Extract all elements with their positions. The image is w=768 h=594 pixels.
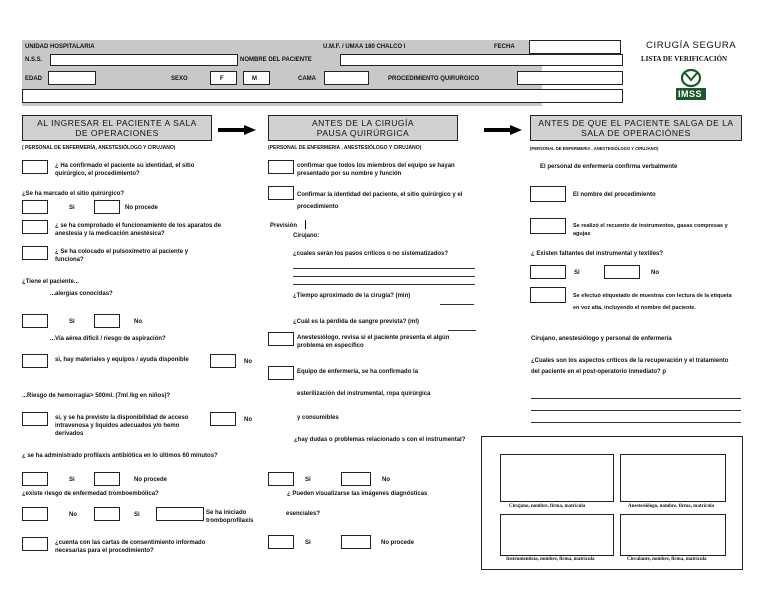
c2-q7c-text: y consumibles (297, 415, 339, 421)
text-cursor (305, 220, 306, 229)
c2-q7b-text: esterilización del instrumental, ropa quirúrgica (297, 391, 431, 397)
section-pausa-title2: PAUSA QUIRÚRGICA (316, 128, 410, 138)
c1-q7-text: ...Riesgo de hemorragia> 500ml. (7ml /kg en niños)? (22, 393, 171, 399)
nombre-label: NOMBRE DEL PACIENTE (240, 57, 312, 63)
c3-q7-line (531, 410, 741, 411)
signature-instrumentista-field[interactable] (500, 514, 614, 556)
section-ingreso-sub: ( PERSONAL DE ENFERMERÍA, ANESTESIÓLOGO Y CIRUJANO) (22, 145, 176, 151)
c1-q5-no-checkbox[interactable] (94, 314, 120, 328)
signature-instrumentista-label: Instrumentista, nombre, firma, matrícula (506, 557, 595, 562)
section-salida-sub: (PERSONAL DE ENFERMERIA , ANESTESIÓLOGO Y CIRUJANO) (530, 146, 659, 151)
section-ingreso-title1: AL INGRESAR EL PACIENTE A SALA (37, 118, 197, 128)
section-salida-header (530, 115, 742, 141)
sexo-f-checkbox[interactable] (210, 71, 237, 85)
c3-q7-line (531, 422, 741, 423)
c2-q1-text: confirmar que todos los miembros del equipo se hayan presentado por su nombre y función (297, 163, 455, 177)
procedimiento-detail-field[interactable] (22, 89, 623, 103)
c2-q9-np-checkbox[interactable] (341, 535, 371, 549)
c2-q3-text: ¿cuales serán los pasos críticos o no sistematizados? (293, 251, 449, 257)
c2-q8-si-checkbox[interactable] (268, 472, 294, 486)
c2-q9b-text: esenciales? (286, 511, 321, 517)
c3-q5-checkbox[interactable] (530, 287, 566, 303)
section-pausa-title1: ANTES DE LA CIRUGÍA (311, 118, 415, 128)
c1-q6a-text: si, hay materiales y equipos / ayuda disponible (55, 357, 189, 363)
sexo-f-label: F (220, 76, 224, 82)
c1-q5-no-label: No (134, 319, 142, 325)
c1-q1-text: ¿ Ha confirmado el paciente su identidad, el sitio quirúrgico, el procedimiento? (55, 163, 195, 177)
c1-q3-checkbox[interactable] (22, 220, 48, 234)
arrow-right-icon (484, 125, 522, 135)
signature-circulante-field[interactable] (620, 514, 726, 556)
c1-q8-si-label: Si (69, 477, 75, 483)
nombre-field[interactable] (340, 54, 623, 66)
c3-q4-si-checkbox[interactable] (530, 265, 566, 279)
umf-label: U.M.F. / UMAA 180 CHALCO I (323, 44, 406, 50)
c1-q8-np-label: No procede (134, 477, 168, 483)
signature-anestesiologo-field[interactable] (620, 454, 726, 502)
c1-q10-text: ¿cuenta con las cartas de consentimiento informado necesarias para el procedimiento? (55, 540, 206, 554)
c1-q5-text: ¿Tiene el paciente... (22, 279, 79, 285)
c1-q9-tromb-checkbox[interactable] (156, 507, 204, 521)
c3-q2-text: El nombre del procedimiento (573, 192, 656, 198)
c3-q1-text: El personal de enfermería confirma verbalmente (540, 164, 678, 170)
c2-cirujano-label: Cirujano: (293, 233, 320, 239)
c1-q8-np-checkbox[interactable] (94, 472, 120, 486)
c2-q3-line (293, 284, 475, 285)
sexo-label: SEXO (171, 76, 188, 82)
fecha-field[interactable] (529, 40, 621, 54)
c1-q4-text: ¿ Se ha colocado el pulsoxímetro al paciente y funciona? (55, 249, 189, 263)
form-subtitle: LISTA DE VERIFICACIÓN (641, 55, 728, 63)
form-title: CIRUGÍA SEGURA (646, 40, 737, 51)
c3-q5-text: Se efectuó etiquetado de muestras con lectura de la etiqueta en voz alta, incluyendo el nombre del paciente. (573, 293, 732, 311)
sexo-m-checkbox[interactable] (243, 71, 270, 85)
c1-q9-no-label: No (69, 512, 77, 518)
c2-q8-no-checkbox[interactable] (341, 472, 371, 486)
c2-q8-no-label: No (382, 477, 390, 483)
cama-label: CAMA (298, 76, 316, 82)
c3-q7-text: ¿Cuales son los aspectos críticos de la recuperación y el tratamiento del paciente en el post-operatorio inmediato? p (531, 358, 729, 375)
c3-q4-si-label: Si (574, 270, 580, 276)
c1-q6-si-checkbox[interactable] (22, 354, 48, 368)
c1-q7-no-checkbox[interactable] (210, 412, 236, 426)
c3-q6-text: Cirujano, anestesiólogo y personal de enfermería (531, 336, 672, 342)
c2-q5-line (448, 330, 476, 331)
c2-q6-checkbox[interactable] (268, 332, 294, 346)
c2-q9-np-label: No procede (381, 540, 415, 546)
imss-logo-text: IMSS (678, 89, 703, 99)
c2-q4-text: ¿Tiempo aproximado de la cirugía? (min) (293, 293, 411, 299)
section-salida-title1: ANTES DE QUE EL PACIENTE SALGA DE LA (538, 118, 734, 128)
c2-q3-line (293, 268, 475, 269)
c3-q4-text: ¿ Existen faltantes del instrumental y textiles? (531, 251, 664, 257)
c1-q9-no-checkbox[interactable] (22, 507, 48, 521)
c2-q8-text: ¿hay dudas o problemas relacionado s con el instrumental? (294, 437, 466, 443)
c1-q9-si-label: Si (134, 512, 140, 518)
section-pausa-sub: (PERSONAL DE ENFERMERIA , ANESTESIÓLOGO Y CIRUJANO) (268, 145, 422, 151)
c1-q2-text: ¿Se ha marcado el sitio quirúrgico? (22, 191, 125, 197)
c1-q2-si-label: Si (69, 205, 75, 211)
imss-logo (674, 67, 708, 101)
c2-q2-checkbox[interactable] (268, 186, 294, 200)
c2-q1-checkbox[interactable] (268, 160, 294, 174)
fecha-label: FECHA (494, 44, 515, 50)
edad-field[interactable] (48, 71, 96, 85)
edad-label: EDAD (25, 76, 43, 82)
c1-q1-checkbox[interactable] (22, 160, 48, 174)
c2-q7-checkbox[interactable] (268, 366, 294, 380)
section-pausa-header (268, 115, 458, 141)
c2-q6-text: Anestesiólogo, revisa si el paciente presenta el algún problema en específico (297, 335, 450, 349)
c1-q7a-text: si, y se ha previsto la disponibilidad de acceso intravenosa y liquidos adecuados y/o hemo derivados (55, 415, 189, 437)
section-ingreso-title2: DE OPERACIONES (75, 128, 159, 138)
c1-q9-si-checkbox[interactable] (94, 507, 120, 521)
nss-field[interactable] (50, 54, 238, 66)
c1-q8-text: ¿ se ha administrado profilaxis antibiótica en lo últimos 60 minutos? (22, 453, 218, 459)
c2-q3-line (293, 276, 475, 277)
c2-q9-text: ¿ Pueden visualizarse las imágenes diagnósticas (287, 491, 428, 497)
cama-field[interactable] (324, 71, 369, 85)
c1-q7-no-label: No (244, 417, 252, 423)
nss-label: N.S.S. (25, 57, 43, 63)
c1-q6-no-checkbox[interactable] (210, 354, 236, 368)
c1-q7-si-checkbox[interactable] (22, 412, 48, 426)
signature-cirujano-label: Cirujano, nombre, firma, matrícula (509, 504, 586, 509)
c2-q5-text: ¿Cuál es la pérdida de sangre prevista? (ml) (293, 319, 420, 325)
unidad-label: UNIDAD HOSPITALARIA (25, 44, 95, 50)
c1-q9a-text: Se ha iniciado tromboprofilaxis (206, 510, 254, 524)
c1-q10-checkbox[interactable] (22, 537, 48, 551)
c2-q2-text: Confirmar la identidad del paciente, el sitio quirúrgico y el procedimiento (297, 192, 463, 210)
c1-q6-no-label: No (244, 359, 252, 365)
c2-q9-si-checkbox[interactable] (268, 535, 294, 549)
c1-q2-np-checkbox[interactable] (94, 200, 120, 214)
c2-q8-si-label: Si (305, 477, 311, 483)
c1-q9-text: ¿existe riesgo de enfermedad tromboembólica? (22, 491, 159, 497)
c2-q4-line (440, 304, 474, 305)
c1-q2-np-label: No procede (125, 205, 159, 211)
arrow-right-icon (218, 125, 256, 135)
c3-q3-checkbox[interactable] (530, 218, 566, 234)
c1-q2-si-checkbox[interactable] (22, 200, 48, 214)
c3-q3-text: Se realizó el recuento de instrumentos, gasas compresas y agujas (573, 223, 728, 237)
section-ingreso-header (22, 115, 212, 141)
procedimiento-field[interactable] (517, 71, 623, 85)
c2-prevision-label: Previsión (270, 223, 298, 229)
c2-q7-text: Equipo de enfermería, se ha confirmado la (297, 369, 419, 375)
section-salida-title2: SALA DE OPERACIÓNES (581, 128, 691, 138)
c1-q3-text: ¿ se ha comprobado el funcionamiento de los aparatos de anestesia y la medicación anestésica? (55, 223, 222, 237)
c3-q7-line (531, 398, 741, 399)
c1-q5-si-checkbox[interactable] (22, 314, 48, 328)
c1-q8-si-checkbox[interactable] (22, 472, 48, 486)
signature-circulante-label: Circulante, nombre, firma, matrícula (627, 557, 707, 562)
signature-cirujano-field[interactable] (500, 454, 614, 502)
c1-q4-checkbox[interactable] (22, 246, 48, 260)
c3-q4-no-checkbox[interactable] (604, 265, 640, 279)
procedimiento-label: PROCEDIMIENTO QUIRURGICO (388, 76, 480, 82)
c1-q5a-text: ...alergias conocidas? (50, 291, 113, 297)
c3-q2-checkbox[interactable] (530, 186, 566, 202)
c1-q6-text: ...Vía aérea difícil / riesgo de aspiración? (50, 336, 166, 342)
c1-q5-si-label: Si (69, 319, 75, 325)
signature-anestesiologo-label: Anestesiólogo, nombre, firma, matrícula (628, 504, 715, 509)
c2-q9-si-label: Si (305, 540, 311, 546)
sexo-m-label: M (252, 76, 257, 82)
c3-q4-no-label: No (651, 270, 659, 276)
